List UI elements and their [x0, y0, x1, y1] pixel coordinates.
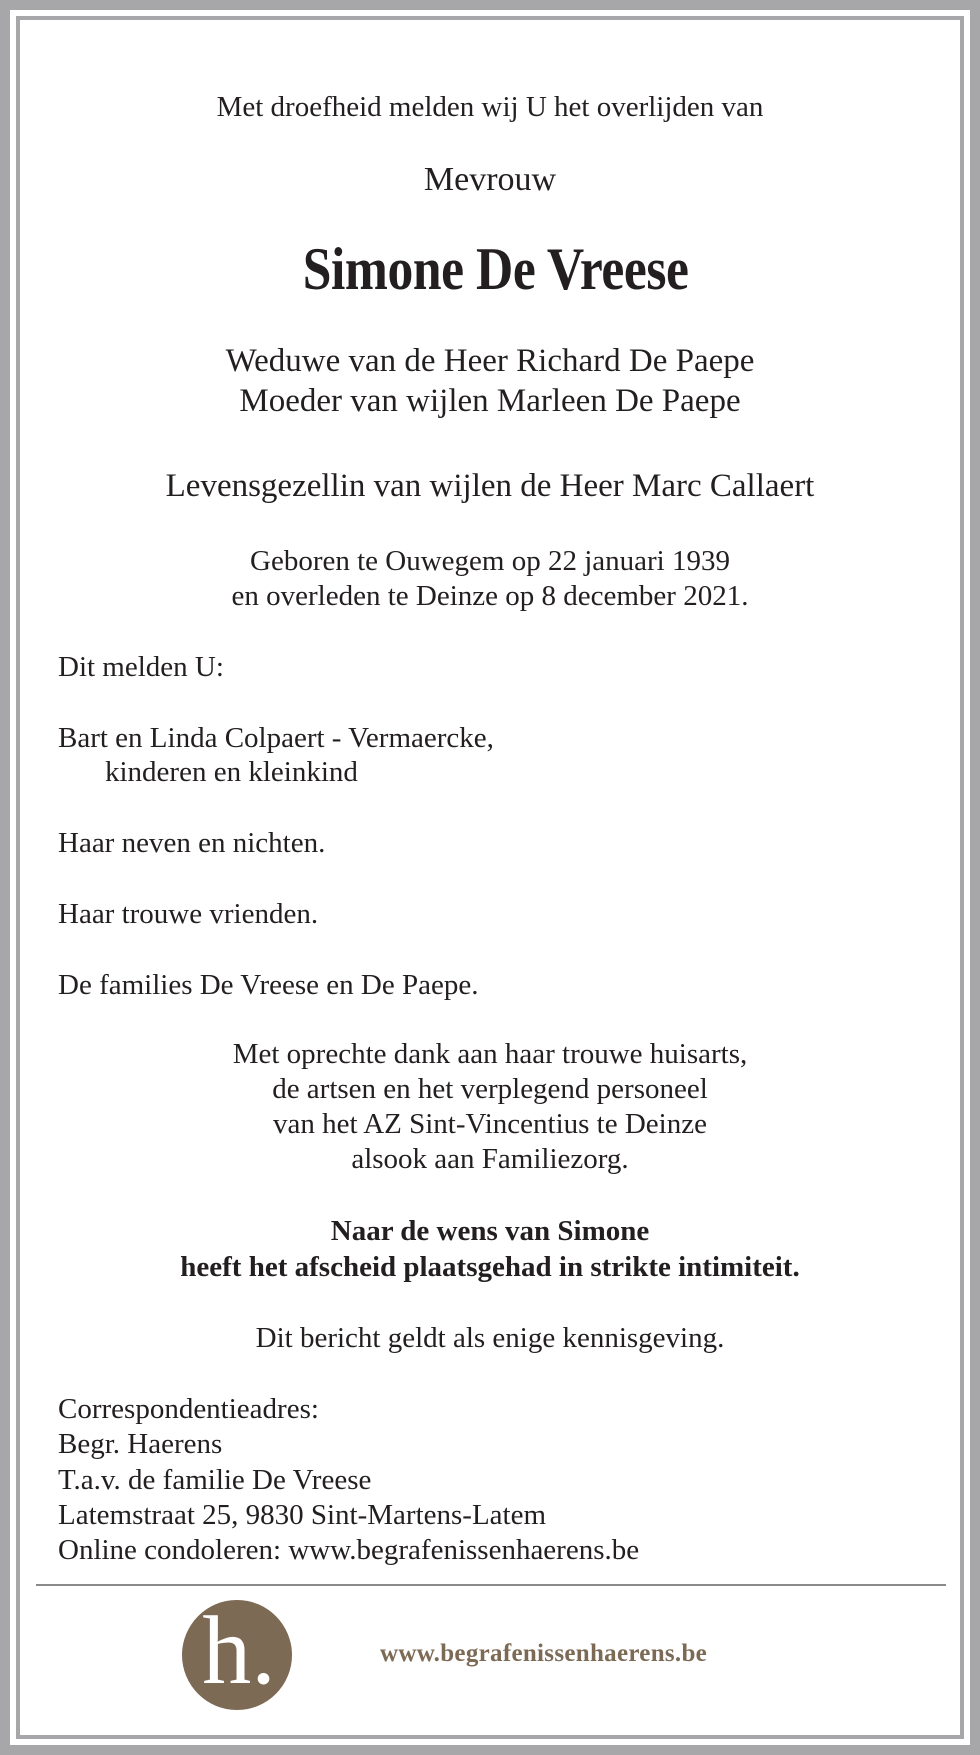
notice-text: Dit bericht geldt als enige kennisgeving. [255, 1322, 725, 1354]
correspondence-line: Latemstraat 25, 9830 Sint-Martens-Latem [58, 1499, 547, 1531]
thanks-line: alsook aan Familiezorg. [351, 1143, 629, 1175]
logo-letter: h. [202, 1597, 276, 1705]
wish-line: Naar de wens van Simone [330, 1215, 650, 1247]
thanks-line: Met oprechte dank aan haar trouwe huisarts, [232, 1038, 748, 1070]
haerens-logo [182, 1597, 292, 1710]
wish-line: heeft het afscheid plaatsgehad in strikte intimiteit. [180, 1251, 800, 1283]
thanks-line: de artsen en het verplegend personeel [272, 1073, 708, 1105]
deceased-name: Simone De Vreese [302, 236, 689, 302]
thanks-line: van het AZ Sint-Vincentius te Deinze [273, 1108, 707, 1140]
family-grandchildren: kinderen en kleinkind [105, 756, 358, 788]
correspondence-line: T.a.v. de familie De Vreese [58, 1464, 372, 1496]
relation-widow: Weduwe van de Heer Richard De Paepe [225, 343, 755, 379]
family-cousins: Haar neven en nichten. [58, 827, 326, 859]
intro-text: Met droefheid melden wij U het overlijden van [216, 91, 764, 123]
death-date: en overleden te Deinze op 8 december 2021. [231, 580, 749, 612]
footer-divider [36, 1584, 946, 1586]
family-friends: Haar trouwe vrienden. [58, 898, 319, 930]
correspondence-heading: Correspondentieadres: [58, 1393, 319, 1425]
relation-partner: Levensgezellin van wijlen de Heer Marc Callaert [165, 468, 815, 504]
family-families: De families De Vreese en De Paepe. [58, 969, 479, 1001]
family-children: Bart en Linda Colpaert - Vermaercke, [58, 722, 494, 754]
correspondence-online: Online condoleren: www.begrafenissenhaerens.be [58, 1534, 640, 1566]
relation-mother: Moeder van wijlen Marleen De Paepe [239, 383, 741, 419]
birth-date: Geboren te Ouwegem op 22 januari 1939 [250, 545, 730, 577]
footer-website-link[interactable]: www.begrafenissenhaerens.be [380, 1640, 708, 1667]
family-heading: Dit melden U: [58, 651, 224, 683]
salutation: Mevrouw [423, 161, 557, 198]
correspondence-line: Begr. Haerens [58, 1428, 223, 1460]
